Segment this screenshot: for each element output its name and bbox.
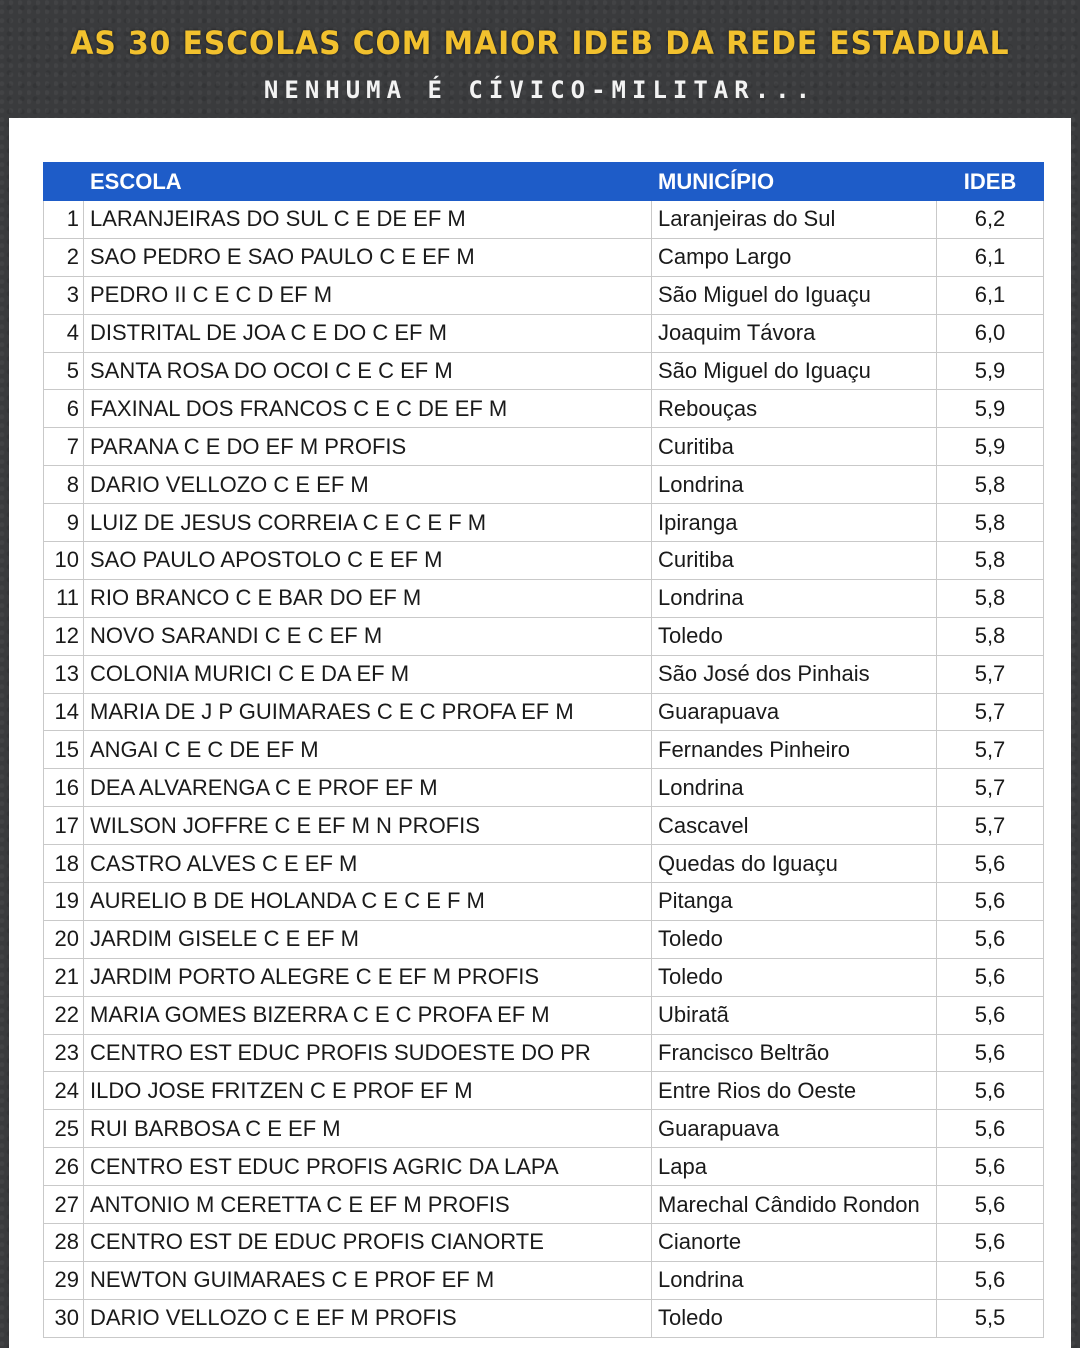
rank-cell: 22 <box>44 996 84 1034</box>
escola-cell: LUIZ DE JESUS CORREIA C E C E F M <box>84 504 652 542</box>
table-row <box>44 1148 1044 1186</box>
table-row <box>44 352 1044 390</box>
rank-cell: 21 <box>44 958 84 996</box>
escola-cell: COLONIA MURICI C E DA EF M <box>84 655 652 693</box>
municipio-cell: Londrina <box>652 1261 937 1299</box>
escola-cell: DARIO VELLOZO C E EF M <box>84 466 652 504</box>
municipio-cell: Cianorte <box>652 1224 937 1262</box>
table-row <box>44 996 1044 1034</box>
rank-cell: 25 <box>44 1110 84 1148</box>
ideb-cell: 5,7 <box>937 769 1044 807</box>
ideb-cell: 5,6 <box>937 958 1044 996</box>
escola-cell: SAO PEDRO E SAO PAULO C E EF M <box>84 238 652 276</box>
table-row <box>44 655 1044 693</box>
table-row <box>44 579 1044 617</box>
escola-cell: ANGAI C E C DE EF M <box>84 731 652 769</box>
table-row <box>44 1186 1044 1224</box>
municipio-cell: Toledo <box>652 1299 937 1337</box>
table-row <box>44 920 1044 958</box>
ideb-cell: 6,1 <box>937 238 1044 276</box>
escola-cell: AURELIO B DE HOLANDA C E C E F M <box>84 883 652 921</box>
ideb-cell: 5,6 <box>937 996 1044 1034</box>
municipio-cell: Joaquim Távora <box>652 314 937 352</box>
table-row <box>44 845 1044 883</box>
column-header-municipio: MUNICÍPIO <box>652 163 937 201</box>
rank-cell: 27 <box>44 1186 84 1224</box>
rank-cell: 9 <box>44 504 84 542</box>
ideb-cell: 5,8 <box>937 466 1044 504</box>
municipio-cell: Londrina <box>652 769 937 807</box>
escola-cell: FAXINAL DOS FRANCOS C E C DE EF M <box>84 390 652 428</box>
escola-cell: MARIA DE J P GUIMARAES C E C PROFA EF M <box>84 693 652 731</box>
rank-cell: 29 <box>44 1261 84 1299</box>
municipio-cell: Toledo <box>652 958 937 996</box>
municipio-cell: Ubiratã <box>652 996 937 1034</box>
escola-cell: JARDIM PORTO ALEGRE C E EF M PROFIS <box>84 958 652 996</box>
table-sheet <box>9 118 1071 1348</box>
ideb-cell: 5,8 <box>937 542 1044 580</box>
ideb-cell: 5,6 <box>937 1186 1044 1224</box>
rank-cell: 26 <box>44 1148 84 1186</box>
escola-cell: WILSON JOFFRE C E EF M N PROFIS <box>84 807 652 845</box>
rank-cell: 4 <box>44 314 84 352</box>
rank-cell: 1 <box>44 201 84 239</box>
rank-cell: 7 <box>44 428 84 466</box>
column-header-rank <box>44 163 84 201</box>
table-row <box>44 769 1044 807</box>
ideb-cell: 5,8 <box>937 579 1044 617</box>
rank-cell: 14 <box>44 693 84 731</box>
escola-cell: CENTRO EST DE EDUC PROFIS CIANORTE <box>84 1224 652 1262</box>
rank-cell: 23 <box>44 1034 84 1072</box>
municipio-cell: São José dos Pinhais <box>652 655 937 693</box>
escola-cell: PARANA C E DO EF M PROFIS <box>84 428 652 466</box>
rank-cell: 10 <box>44 542 84 580</box>
ideb-cell: 5,9 <box>937 428 1044 466</box>
escola-cell: MARIA GOMES BIZERRA C E C PROFA EF M <box>84 996 652 1034</box>
municipio-cell: Fernandes Pinheiro <box>652 731 937 769</box>
table-row <box>44 542 1044 580</box>
municipio-cell: Quedas do Iguaçu <box>652 845 937 883</box>
ideb-cell: 5,6 <box>937 1224 1044 1262</box>
municipio-cell: São Miguel do Iguaçu <box>652 352 937 390</box>
municipio-cell: São Miguel do Iguaçu <box>652 276 937 314</box>
municipio-cell: Entre Rios do Oeste <box>652 1072 937 1110</box>
rank-cell: 15 <box>44 731 84 769</box>
ideb-cell: 5,8 <box>937 504 1044 542</box>
rank-cell: 28 <box>44 1224 84 1262</box>
table-row <box>44 958 1044 996</box>
escola-cell: DEA ALVARENGA C E PROF EF M <box>84 769 652 807</box>
escola-cell: ANTONIO M CERETTA C E EF M PROFIS <box>84 1186 652 1224</box>
ideb-cell: 6,1 <box>937 276 1044 314</box>
municipio-cell: Pitanga <box>652 883 937 921</box>
page-title: AS 30 ESCOLAS COM MAIOR IDEB DA REDE ESTADUAL <box>70 24 1010 62</box>
escola-cell: RUI BARBOSA C E EF M <box>84 1110 652 1148</box>
ideb-cell: 6,0 <box>937 314 1044 352</box>
ideb-cell: 5,9 <box>937 390 1044 428</box>
table-row <box>44 1299 1044 1337</box>
table-row <box>44 693 1044 731</box>
municipio-cell: Ipiranga <box>652 504 937 542</box>
municipio-cell: Toledo <box>652 920 937 958</box>
table-row <box>44 314 1044 352</box>
escola-cell: JARDIM GISELE C E EF M <box>84 920 652 958</box>
rank-cell: 12 <box>44 617 84 655</box>
table-row <box>44 428 1044 466</box>
escola-cell: ILDO JOSE FRITZEN C E PROF EF M <box>84 1072 652 1110</box>
municipio-cell: Rebouças <box>652 390 937 428</box>
rank-cell: 11 <box>44 579 84 617</box>
table-row <box>44 731 1044 769</box>
table-row <box>44 1261 1044 1299</box>
header <box>0 0 1080 118</box>
ideb-cell: 5,7 <box>937 807 1044 845</box>
escola-cell: PEDRO II C E C D EF M <box>84 276 652 314</box>
escola-cell: SANTA ROSA DO OCOI C E C EF M <box>84 352 652 390</box>
table-header-row <box>44 163 1044 201</box>
ideb-cell: 5,7 <box>937 655 1044 693</box>
rank-cell: 18 <box>44 845 84 883</box>
rank-cell: 17 <box>44 807 84 845</box>
ideb-cell: 5,6 <box>937 845 1044 883</box>
ideb-cell: 5,7 <box>937 693 1044 731</box>
municipio-cell: Curitiba <box>652 542 937 580</box>
table-row <box>44 1034 1044 1072</box>
municipio-cell: Campo Largo <box>652 238 937 276</box>
table-row <box>44 1224 1044 1262</box>
rank-cell: 6 <box>44 390 84 428</box>
column-header-escola: ESCOLA <box>84 163 652 201</box>
escola-cell: NOVO SARANDI C E C EF M <box>84 617 652 655</box>
municipio-cell: Marechal Cândido Rondon <box>652 1186 937 1224</box>
table-row <box>44 390 1044 428</box>
page-subtitle: NENHUMA É CÍVICO-MILITAR... <box>263 76 817 104</box>
ranking-table <box>43 162 1044 1338</box>
escola-cell: RIO BRANCO C E BAR DO EF M <box>84 579 652 617</box>
ideb-cell: 6,2 <box>937 201 1044 239</box>
rank-cell: 16 <box>44 769 84 807</box>
rank-cell: 30 <box>44 1299 84 1337</box>
escola-cell: LARANJEIRAS DO SUL C E DE EF M <box>84 201 652 239</box>
escola-cell: SAO PAULO APOSTOLO C E EF M <box>84 542 652 580</box>
column-header-ideb: IDEB <box>937 163 1044 201</box>
ideb-cell: 5,6 <box>937 1261 1044 1299</box>
rank-cell: 5 <box>44 352 84 390</box>
ideb-cell: 5,9 <box>937 352 1044 390</box>
escola-cell: CENTRO EST EDUC PROFIS AGRIC DA LAPA <box>84 1148 652 1186</box>
ideb-cell: 5,6 <box>937 1110 1044 1148</box>
ideb-cell: 5,6 <box>937 1148 1044 1186</box>
table-row <box>44 807 1044 845</box>
ideb-cell: 5,7 <box>937 731 1044 769</box>
rank-cell: 13 <box>44 655 84 693</box>
table-row <box>44 201 1044 239</box>
municipio-cell: Lapa <box>652 1148 937 1186</box>
rank-cell: 8 <box>44 466 84 504</box>
escola-cell: NEWTON GUIMARAES C E PROF EF M <box>84 1261 652 1299</box>
table-row <box>44 617 1044 655</box>
rank-cell: 19 <box>44 883 84 921</box>
table-row <box>44 466 1044 504</box>
table-body <box>44 201 1044 1338</box>
municipio-cell: Cascavel <box>652 807 937 845</box>
escola-cell: CENTRO EST EDUC PROFIS SUDOESTE DO PR <box>84 1034 652 1072</box>
municipio-cell: Curitiba <box>652 428 937 466</box>
table-row <box>44 276 1044 314</box>
municipio-cell: Francisco Beltrão <box>652 1034 937 1072</box>
ideb-cell: 5,6 <box>937 920 1044 958</box>
table-row <box>44 238 1044 276</box>
municipio-cell: Toledo <box>652 617 937 655</box>
table-row <box>44 883 1044 921</box>
municipio-cell: Laranjeiras do Sul <box>652 201 937 239</box>
escola-cell: DARIO VELLOZO C E EF M PROFIS <box>84 1299 652 1337</box>
ideb-cell: 5,6 <box>937 1034 1044 1072</box>
rank-cell: 2 <box>44 238 84 276</box>
rank-cell: 24 <box>44 1072 84 1110</box>
escola-cell: CASTRO ALVES C E EF M <box>84 845 652 883</box>
table-row <box>44 1110 1044 1148</box>
municipio-cell: Guarapuava <box>652 693 937 731</box>
ideb-cell: 5,5 <box>937 1299 1044 1337</box>
municipio-cell: Guarapuava <box>652 1110 937 1148</box>
table-row <box>44 1072 1044 1110</box>
escola-cell: DISTRITAL DE JOA C E DO C EF M <box>84 314 652 352</box>
ideb-cell: 5,8 <box>937 617 1044 655</box>
municipio-cell: Londrina <box>652 466 937 504</box>
table-row <box>44 504 1044 542</box>
ideb-cell: 5,6 <box>937 1072 1044 1110</box>
rank-cell: 3 <box>44 276 84 314</box>
ideb-cell: 5,6 <box>937 883 1044 921</box>
municipio-cell: Londrina <box>652 579 937 617</box>
rank-cell: 20 <box>44 920 84 958</box>
